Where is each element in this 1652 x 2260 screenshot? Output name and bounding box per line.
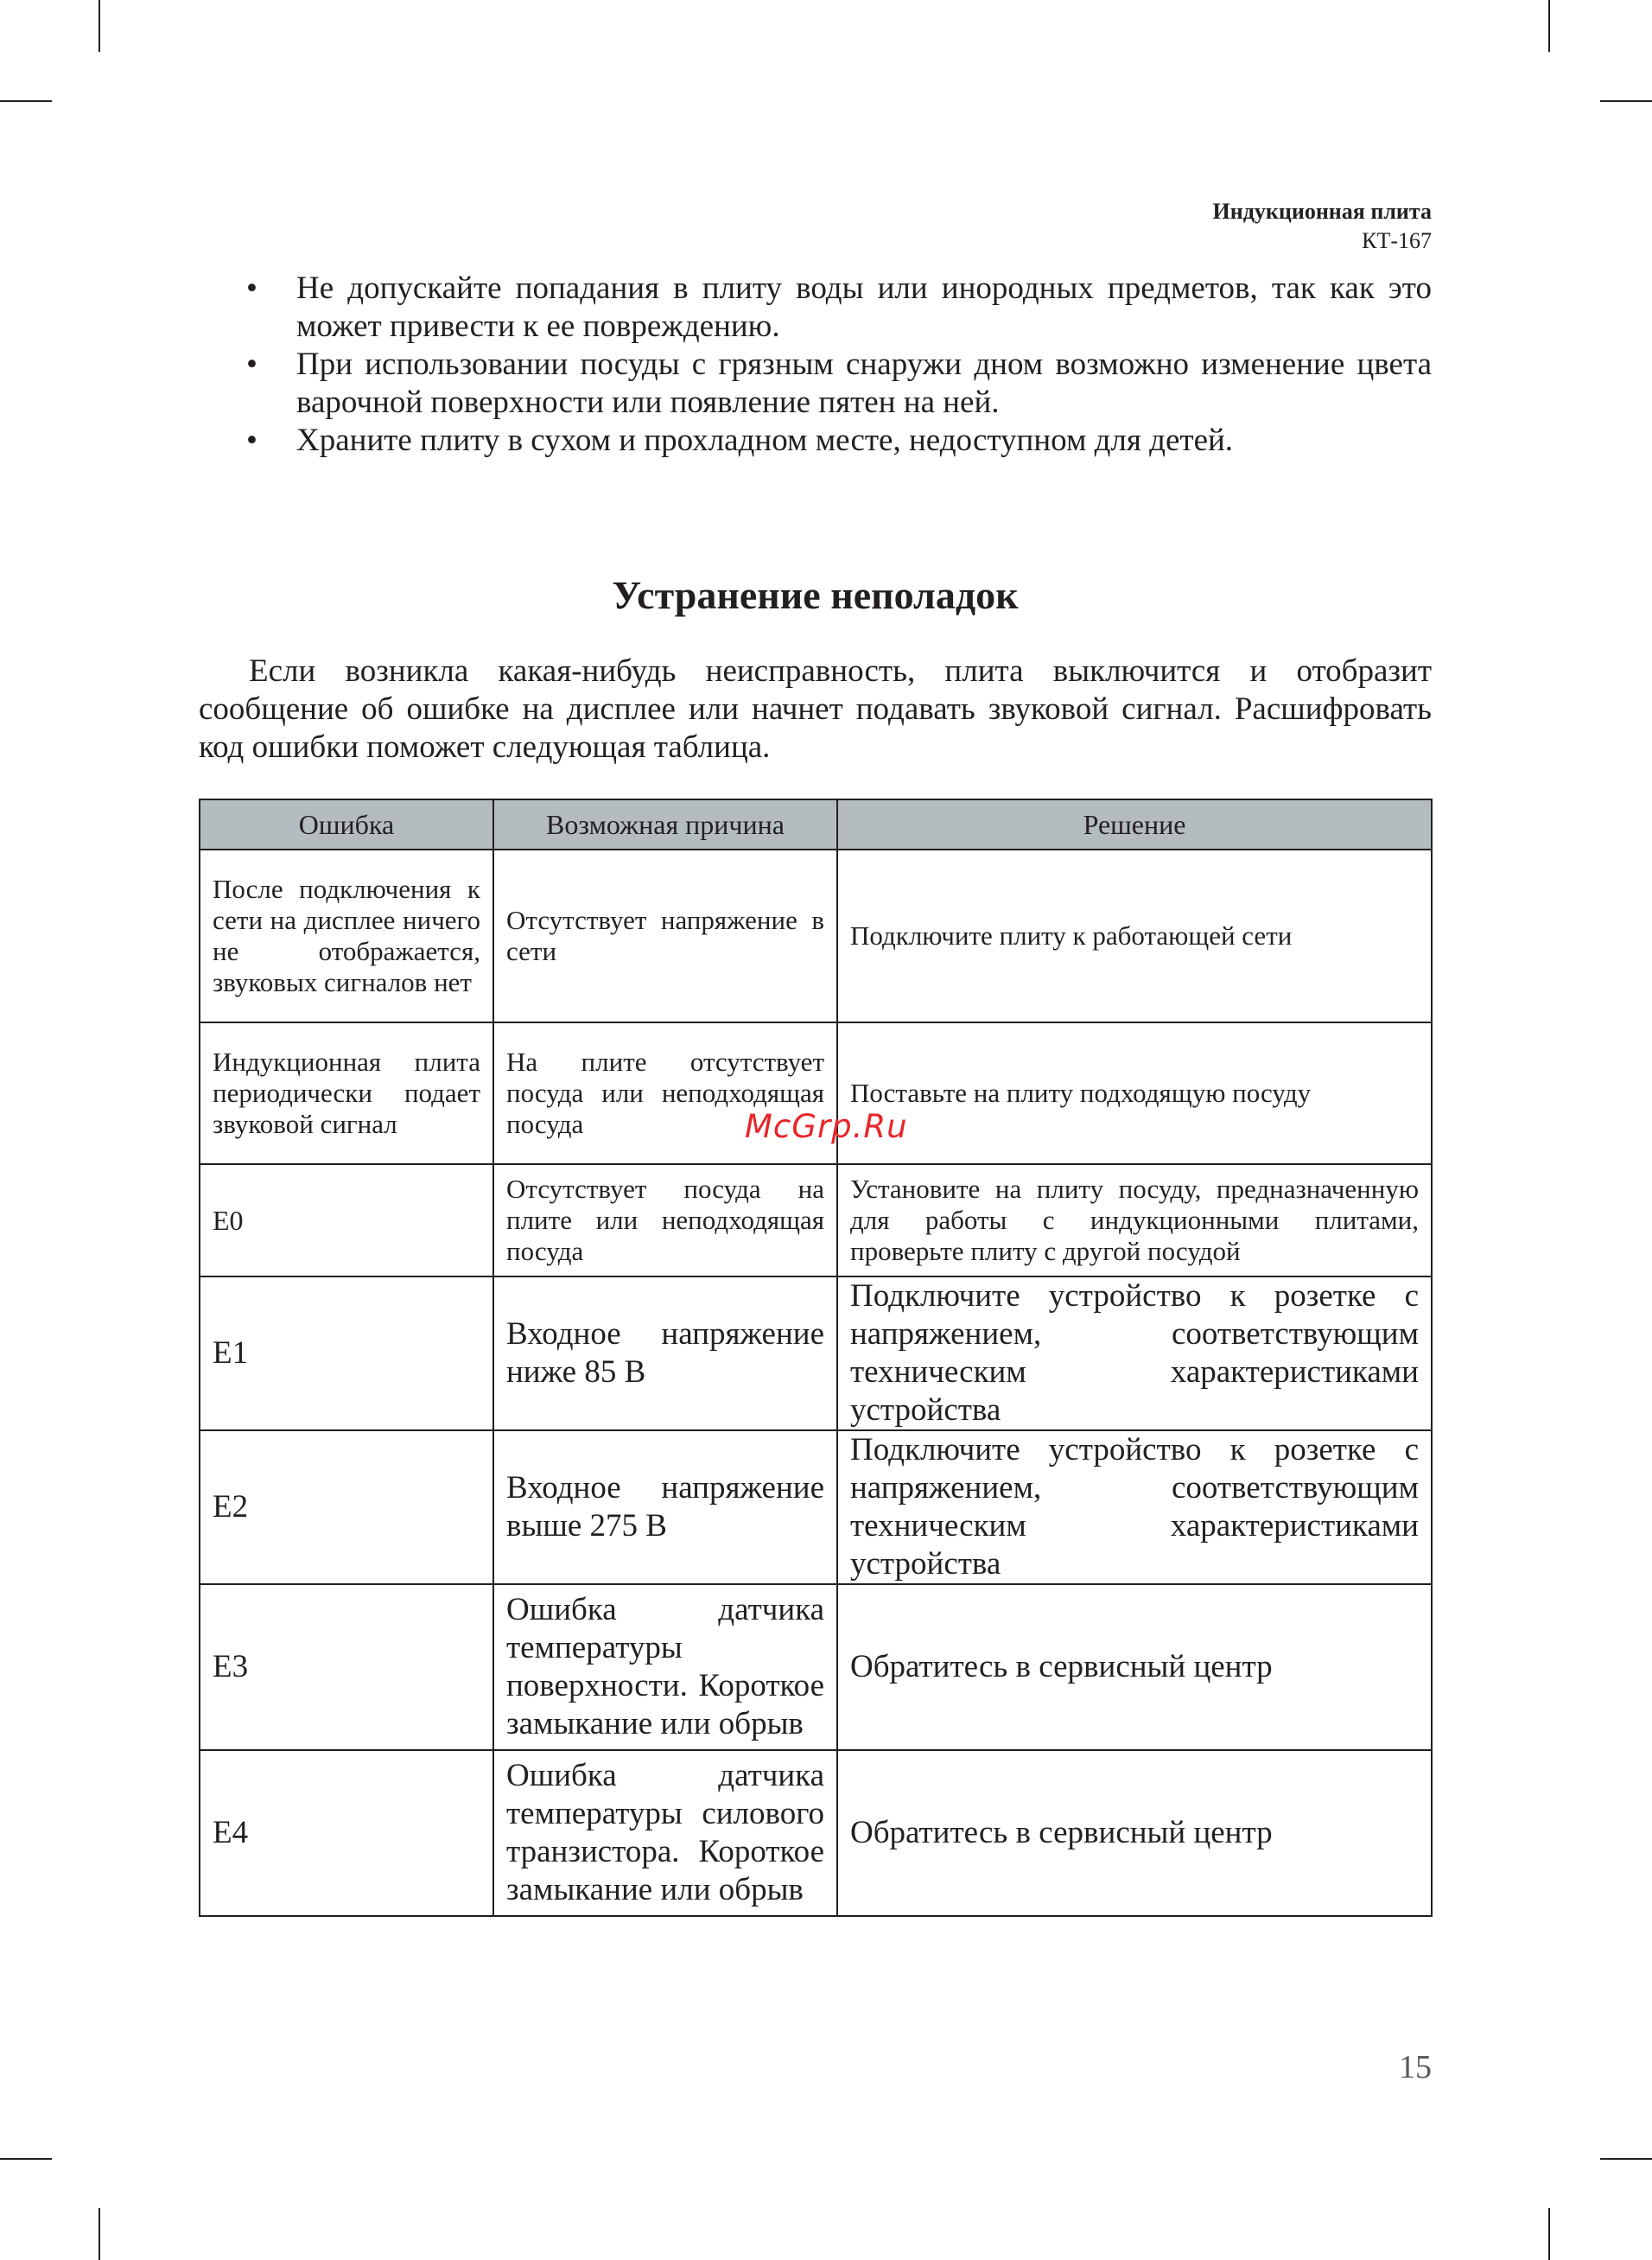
- cause-cell: Отсутствует посуда на плите или неподходящая посуда: [493, 1164, 837, 1276]
- section-title: Устранение неполадок: [612, 573, 1019, 617]
- cause-cell: Ошибка датчика температуры поверхности. Короткое замыкание или обрыв: [493, 1584, 837, 1750]
- error-table: [199, 799, 1433, 1917]
- cause-cell: Входное напряжение ниже 85 В: [493, 1276, 837, 1430]
- crop-mark: [1600, 100, 1652, 102]
- solution-cell: Подключите устройство к розетке с напряжением, соответствующим техническим характеристиками устройства: [837, 1430, 1432, 1584]
- cause-cell: Ошибка датчика температуры силового транзистора. Короткое замыкание или обрыв: [493, 1750, 837, 1916]
- bullet-symbol: •: [246, 347, 257, 382]
- solution-cell: Подключите устройство к розетке с напряжением, соответствующим техническим характеристиками устройства: [837, 1276, 1432, 1430]
- bullet-list: [199, 270, 1432, 460]
- column-header-error: Ошибка: [200, 799, 493, 850]
- list-item: • Не допускайте попадания в плиту воды или инородных предметов, так как это может привести к ее повреждению.: [246, 271, 1432, 344]
- product-name: Индукционная плита: [1212, 199, 1432, 224]
- error-cell: E2: [200, 1430, 493, 1584]
- error-cell: E3: [200, 1584, 493, 1750]
- error-cell: Индукционная плита периодически подает звуковой сигнал: [200, 1022, 493, 1164]
- list-item: • Храните плиту в сухом и прохладном месте, недоступном для детей.: [246, 423, 1234, 458]
- crop-mark: [0, 100, 52, 102]
- crop-mark: [1548, 2208, 1550, 2260]
- running-header: [1213, 197, 1432, 256]
- page-number: 15: [1399, 2049, 1432, 2085]
- solution-cell: Подключите плиту к работающей сети: [837, 850, 1432, 1022]
- crop-mark: [1548, 0, 1550, 52]
- intro-paragraph: Если возникла какая-нибудь неисправность, плита выключится и отобразит сообщение об ошибке на дисплее или начнет подавать звуковой сигнал. Расшифровать код ошибки поможет следующая таблица.: [199, 653, 1432, 765]
- solution-cell: Обратитесь в сервисный центр: [837, 1750, 1432, 1916]
- error-cell: E0: [200, 1164, 493, 1276]
- error-cell: После подключения к сети на дисплее ничего не отображается, звуковых сигналов нет: [200, 850, 493, 1022]
- bullet-symbol: •: [246, 271, 257, 306]
- table-row: [200, 1430, 1432, 1584]
- column-header-cause: Возможная причина: [493, 799, 837, 850]
- crop-mark: [98, 0, 100, 52]
- table-row: [200, 1584, 1432, 1750]
- crop-mark: [1600, 2158, 1652, 2160]
- error-cell: E1: [200, 1276, 493, 1430]
- crop-mark: [98, 2208, 100, 2260]
- error-cell: E4: [200, 1750, 493, 1916]
- solution-cell: Обратитесь в сервисный центр: [837, 1584, 1432, 1750]
- cause-cell: На плите отсутствует посуда или неподходящая посуда: [493, 1022, 837, 1164]
- table-row: [200, 1750, 1432, 1916]
- table-row: [200, 850, 1432, 1022]
- list-item: • При использовании посуды с грязным снаружи дном возможно изменение цвета варочной поверхности или появление пятен на ней.: [246, 347, 1432, 420]
- table-header-row: [200, 799, 1432, 850]
- cause-cell: Входное напряжение выше 275 В: [493, 1430, 837, 1584]
- cause-cell: Отсутствует напряжение в сети: [493, 850, 837, 1022]
- solution-cell: Установите на плиту посуду, предназначенную для работы с индукционными плитами, проверьте плиту с другой посудой: [837, 1164, 1432, 1276]
- watermark: McGrp.Ru: [745, 1108, 908, 1145]
- column-header-solution: Решение: [837, 799, 1432, 850]
- crop-mark: [0, 2158, 52, 2160]
- table-row: [200, 1164, 1432, 1276]
- bullet-symbol: •: [246, 423, 257, 458]
- model-number: КТ-167: [1362, 227, 1432, 253]
- table-row: [200, 1276, 1432, 1430]
- solution-cell: Поставьте на плиту подходящую посуду: [837, 1022, 1432, 1164]
